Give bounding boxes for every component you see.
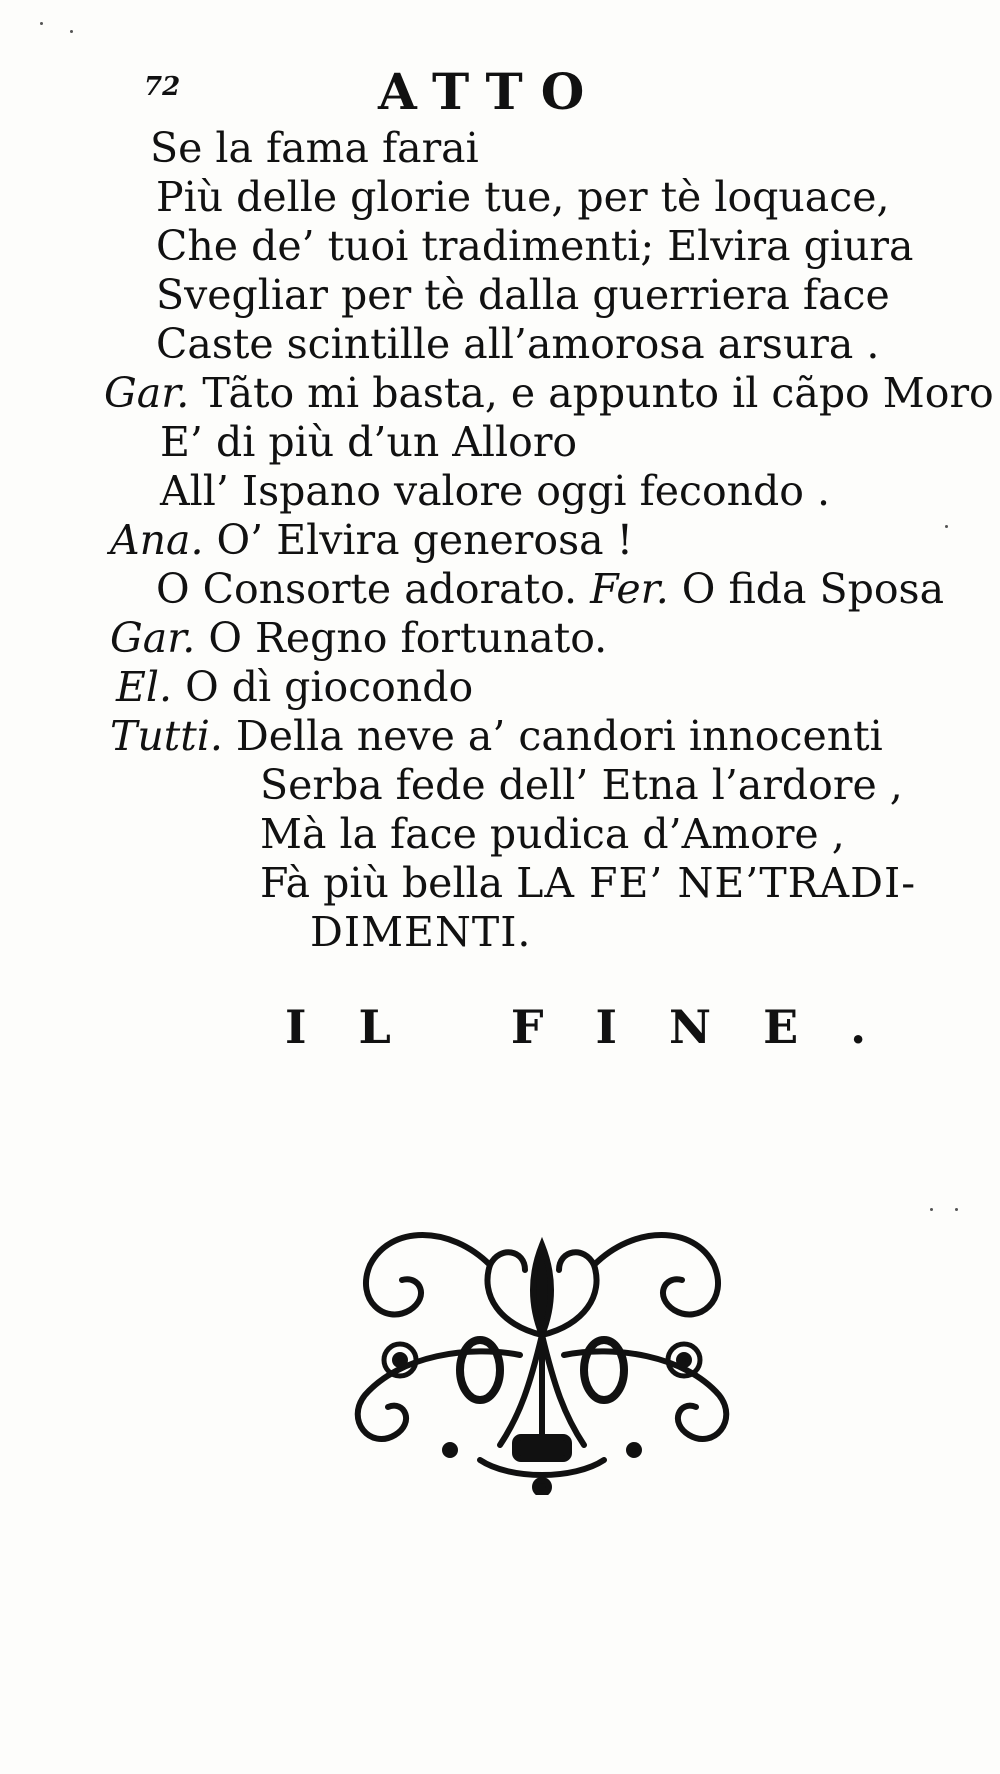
- verse-line: Fà più bella LA FE’ NE’TRADI-: [260, 859, 917, 907]
- verse-line: Caste scintille all’amorosa arsura .: [156, 320, 880, 368]
- verse-line: Gar. Tãto mi basta, e appunto il cãpo Moro: [104, 369, 994, 417]
- verse-line: Tutti. Della neve a’ candori innocenti: [110, 712, 883, 760]
- speaker-label: Ana.: [110, 516, 204, 564]
- speaker-label: El.: [116, 663, 173, 711]
- ink-speck: [945, 525, 948, 528]
- verse-line: Ana. O’ Elvira generosa !: [110, 516, 634, 564]
- verse-line: Se la fama farai: [150, 124, 479, 172]
- page-number: 72: [144, 72, 181, 102]
- ink-speck: [40, 22, 43, 25]
- verse-line: O Consorte adorato. Fer. O fida Sposa: [156, 565, 945, 613]
- verse-line: All’ Ispano valore oggi fecondo .: [160, 467, 831, 515]
- verse-line: DIMENTI.: [310, 908, 532, 956]
- verse-line: Serba fede dell’ Etna l’ardore ,: [260, 761, 903, 809]
- speaker-label: Fer.: [590, 565, 669, 613]
- verse-line: El. O dì giocondo: [116, 663, 474, 711]
- verse-line: Mà la face pudica d’Amore ,: [260, 810, 845, 858]
- speaker-label: Tutti.: [110, 712, 223, 760]
- verse-line: E’ di più d’un Alloro: [160, 418, 578, 466]
- floral-ornament: [330, 1205, 755, 1495]
- speaker-label: Gar.: [110, 614, 196, 662]
- speaker-label: Gar.: [104, 369, 190, 417]
- ending-title: IL FINE.: [285, 1000, 919, 1054]
- verse-line: Che de’ tuoi tradimenti; Elvira giura: [156, 222, 914, 270]
- running-header: ATTO: [378, 62, 603, 121]
- verse-line: Svegliar per tè dalla guerriera face: [156, 271, 890, 319]
- caps-motto: LA FE’ NE’TRADI-: [516, 859, 917, 907]
- ink-speck: [930, 1208, 933, 1211]
- verse-line: Più delle glorie tue, per tè loquace,: [156, 173, 890, 221]
- ink-speck: [955, 1208, 958, 1211]
- ink-speck: [70, 30, 73, 33]
- verse-line: Gar. O Regno fortunato.: [110, 614, 608, 662]
